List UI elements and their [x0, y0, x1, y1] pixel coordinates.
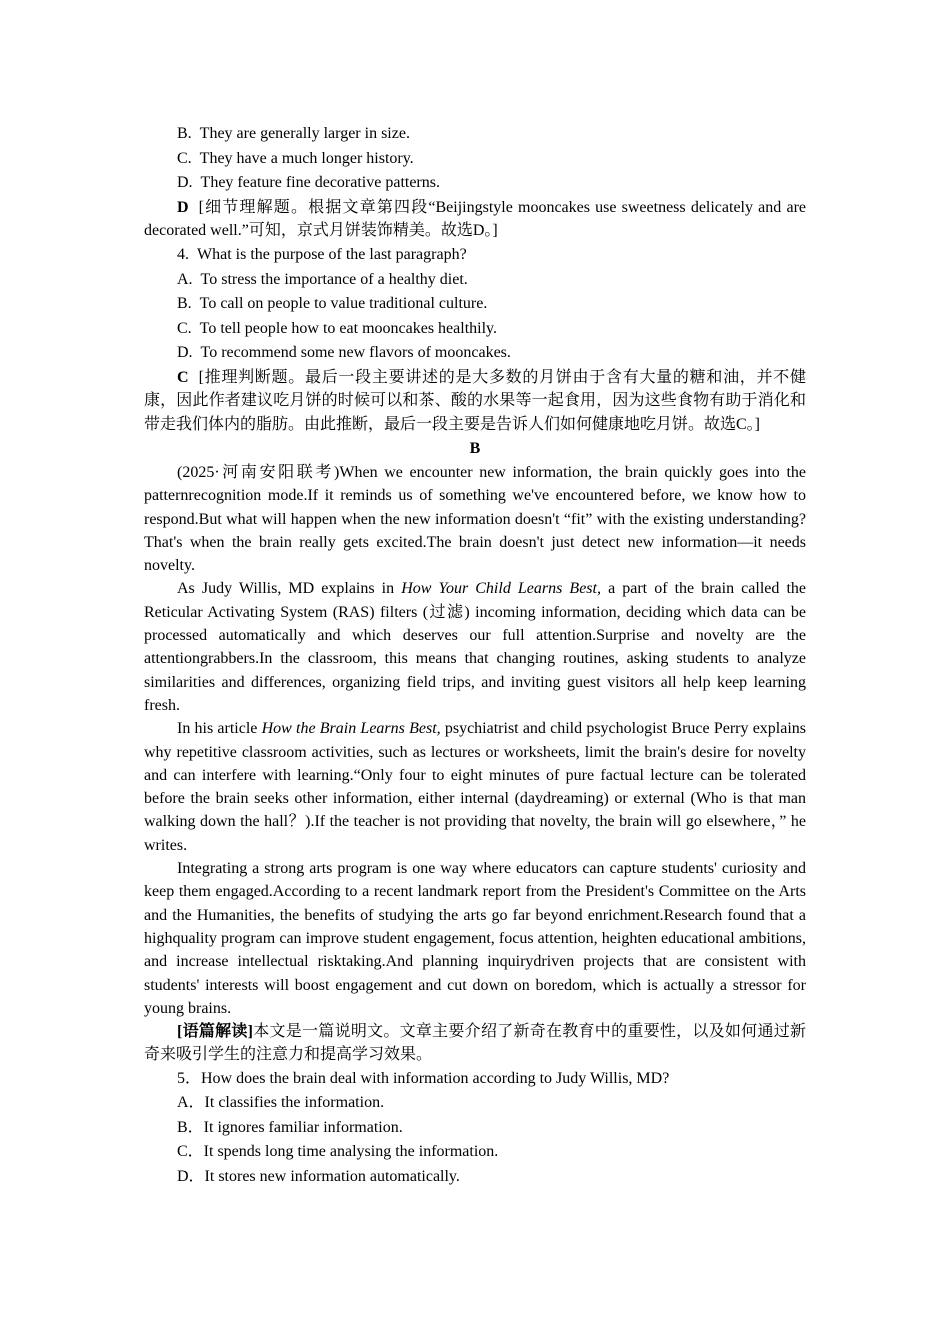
q3-option-b: B. They are generally larger in size. [177, 125, 410, 142]
p2-text-b: a part of the brain called the Reticular Activating System (RAS) filters (过滤) incoming information, deciding which data can be processed automatically and which deserves our full attention.Surprise and novelty are the attentiongrabbers.In the classroom, this means that changing routines, asking students to analyze similarities and differences, organizing field trips, and inviting guest visitors all help keep learning fresh. [144, 580, 807, 714]
q4-option-d: D. To recommend some new flavors of mooncakes. [177, 344, 511, 362]
p2-book-title: How Your Child Learns Best, [401, 580, 601, 598]
passage-paragraph-3 [144, 717, 806, 857]
p3-text-a: In his article [177, 720, 262, 738]
document-page [144, 122, 806, 1189]
q5-option-b: B．It ignores familiar information. [177, 1118, 403, 1136]
p3-article-title: How the Brain Learns Best, [261, 720, 441, 738]
q3-answer-explanation: [细节理解题。根据文章第四段“Beijingstyle mooncakes use sweetness delicately and are decorated well.”可知，京式月饼装饰精美。故选D。] [144, 198, 806, 240]
p3-text-b: psychiatrist and child psychologist Bruce Perry explains why repetitive classroom activities, such as lectures or worksheets, limit the brain's desire for novelty and can interfere with learning.“Only four to eight minutes of pure factual lecture can be tolerated before the brain seeks other information, either internal (daydreaming) or external (Who is that man walking down the hall？).If the teacher is not providing that novelty, the brain will go elsewhere，” he writes. [144, 720, 807, 854]
passage-paragraph-4: Integrating a strong arts program is one way where educators can capture students' curiosity and keep them engaged.According to a recent landmark report from the President's Committee on the Arts and the Humanities, the benefits of studying the arts go far beyond enrichment.Research found that a highquality program can improve student engagement, focus attention, heighten educational ambitions, and increase intellectual risktaking.And planning inquirydriven projects that are consistent with students' interests will boost engagement and cut down on boredom, which is actually a stressor for young brains. [144, 860, 806, 1017]
q4-option-a: A. To stress the importance of a healthy diet. [177, 270, 468, 288]
q4-answer-explanation: [推理判断题。最后一段主要讲述的是大多数的月饼由于含有大量的糖和油，并不健康，因此作者建议吃月饼的时候可以和茶、酸的水果等一起食用，因为这些食物有助于消化和带走我们体内的脂肪。由此推断，最后一段主要是告诉人们如何健康地吃月饼。故选C。] [144, 368, 806, 434]
p2-text-a: As Judy Willis, MD explains in [177, 580, 402, 598]
q4-option-b: B. To call on people to value traditional culture. [177, 295, 488, 313]
q3-answer [144, 196, 806, 244]
q5-option-c: C．It spends long time analysing the information. [177, 1143, 499, 1161]
analysis-text: 本文是一篇说明文。文章主要介绍了新奇在教育中的重要性，以及如何通过新奇来吸引学生的注意力和提高学习效果。 [144, 1023, 806, 1064]
analysis-label: [语篇解读] [177, 1023, 253, 1041]
q4-answer-letter: C [177, 368, 189, 386]
q5-question: 5．How does the brain deal with information according to Judy Willis, MD? [177, 1069, 670, 1087]
passage-paragraph-1: (2025·河南安阳联考)When we encounter new information, the brain quickly goes into the patternrecognition mode.If it reminds us of something we've encountered before, we know how to respond.But what will happen when the new information doesn't “fit” with the existing understanding? That's when the brain really gets excited.The brain doesn't just detect new information—it needs novelty. [144, 463, 806, 575]
passage-paragraph-2 [144, 577, 806, 717]
q4-option-c: C. To tell people how to eat mooncakes healthily. [177, 319, 497, 337]
q4-question: 4. What is the purpose of the last paragraph? [177, 246, 467, 264]
q4-answer [144, 366, 806, 437]
section-heading: B [469, 439, 481, 457]
q3-option-d: D. They feature fine decorative patterns. [177, 174, 440, 191]
passage-analysis [144, 1020, 806, 1067]
q3-answer-letter: D [177, 198, 189, 216]
q3-option-c: C. They have a much longer history. [177, 149, 414, 167]
q5-option-d: D．It stores new information automatically. [177, 1167, 460, 1185]
q5-option-a: A．It classifies the information. [177, 1094, 385, 1112]
